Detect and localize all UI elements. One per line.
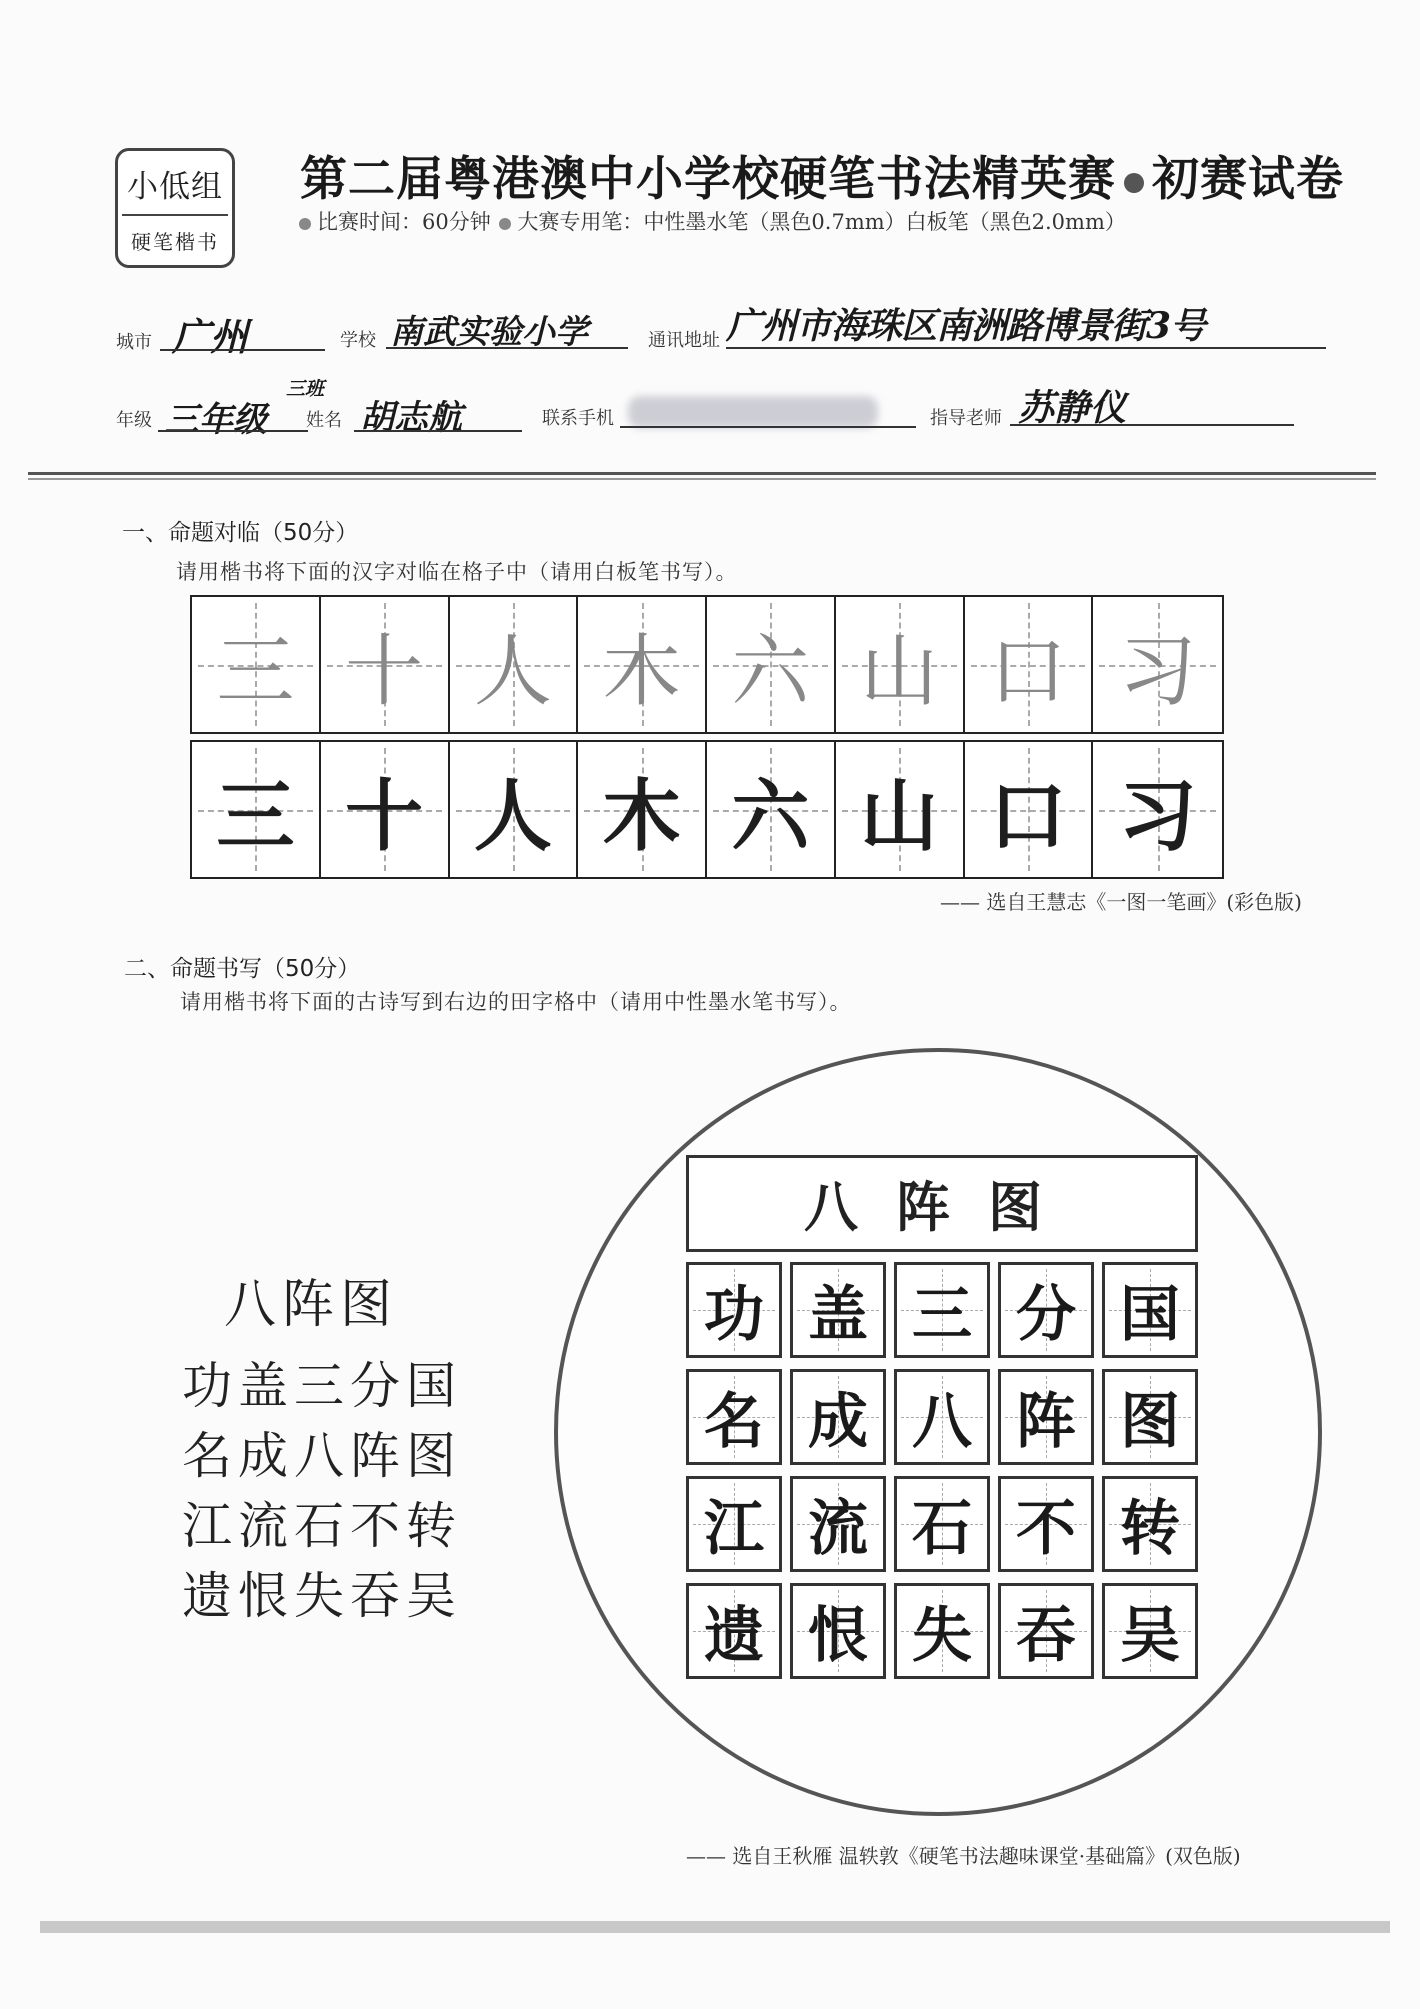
- copy-char: 习: [1118, 770, 1197, 862]
- grid-cell: [686, 1369, 782, 1465]
- grid-cell: [686, 1262, 782, 1358]
- copy-cell: [836, 742, 965, 877]
- title-main: 第二届粤港澳中小学校硬笔书法精英赛: [300, 152, 1116, 207]
- written-char: 转: [1120, 1494, 1180, 1564]
- city-underline: [160, 349, 325, 351]
- written-title: 八阵图: [804, 1175, 1080, 1239]
- written-char: 盖: [808, 1280, 868, 1350]
- header-rule: [28, 472, 1376, 475]
- title-tail: 初赛试卷: [1152, 152, 1344, 207]
- written-char: 图: [1120, 1387, 1180, 1457]
- city-label: 城市: [116, 332, 152, 353]
- address-underline: [726, 347, 1326, 349]
- section1-instruction: 请用楷书将下面的汉字对临在格子中（请用白板笔书写）。: [176, 560, 738, 584]
- model-char: 三: [216, 626, 295, 717]
- grid-cell: [790, 1369, 886, 1465]
- phone-underline: [620, 426, 916, 428]
- model-cell: [836, 597, 965, 732]
- model-cell: [578, 597, 707, 732]
- section2-instruction: 请用楷书将下面的古诗写到右边的田字格中（请用中性墨水笔书写）。: [180, 990, 852, 1014]
- copy-cell: [450, 742, 579, 877]
- grid-cell: [998, 1476, 1094, 1572]
- address-label: 通讯地址: [648, 330, 720, 351]
- city-value: 广州: [172, 314, 249, 359]
- written-char: 八: [912, 1387, 972, 1457]
- model-char: 口: [988, 626, 1067, 717]
- address-value: 广州市海珠区南洲路博景街3号: [726, 305, 1206, 347]
- model-cell: [965, 597, 1094, 732]
- page-title: [300, 142, 1344, 209]
- grid-cell: [1102, 1583, 1198, 1679]
- school-value: 南武实验小学: [390, 312, 588, 351]
- written-char: 三: [912, 1280, 972, 1350]
- written-char: 恨: [808, 1601, 868, 1671]
- teacher-underline: [1010, 424, 1294, 426]
- model-char: 木: [602, 626, 681, 717]
- copy-char: 木: [602, 770, 681, 862]
- written-char: 吞: [1016, 1601, 1076, 1671]
- written-char: 分: [1016, 1280, 1076, 1350]
- model-char: 山: [860, 626, 939, 717]
- model-cell: [450, 597, 579, 732]
- grid-cell: [894, 1583, 990, 1679]
- grade-underline: [158, 430, 308, 432]
- badge-divider: [122, 214, 228, 216]
- section2-citation: —— 选自王秋雁 温轶敦《硬笔书法趣味课堂·基础篇》(双色版): [686, 1844, 1241, 1868]
- poem-line: 功盖三分国: [182, 1357, 462, 1415]
- written-char: 石: [912, 1494, 972, 1564]
- model-cell: [192, 597, 321, 732]
- grid-cell: [686, 1583, 782, 1679]
- model-char: 六: [731, 626, 810, 717]
- grid-cell: [1102, 1262, 1198, 1358]
- written-title-box: [686, 1155, 1198, 1252]
- copy-char: 口: [988, 770, 1067, 862]
- bullet-icon: [499, 218, 511, 230]
- grade-label: 年级: [116, 410, 152, 431]
- section2-heading: 二、命题书写（50分）: [124, 956, 361, 982]
- school-underline: [386, 347, 628, 349]
- grid-cell: [998, 1583, 1094, 1679]
- written-char: 功: [704, 1280, 764, 1350]
- grid-cell: [790, 1262, 886, 1358]
- section1-heading: 一、命题对临（50分）: [122, 520, 359, 546]
- teacher-label: 指导老师: [930, 408, 1002, 429]
- school-label: 学校: [340, 330, 376, 351]
- copy-cell: [321, 742, 450, 877]
- exam-time: 比赛时间：60分钟: [317, 210, 491, 234]
- phone-label: 联系手机: [542, 408, 614, 429]
- header-rule-thin: [28, 478, 1376, 480]
- model-cell: [1093, 597, 1222, 732]
- copy-cell: [192, 742, 321, 877]
- poem-title: 八阵图: [224, 1275, 399, 1335]
- model-grid: [190, 595, 1224, 734]
- group-label: 小低组: [127, 169, 223, 205]
- written-char: 失: [912, 1601, 972, 1671]
- model-char: 十: [345, 626, 424, 717]
- grid-cell: [894, 1369, 990, 1465]
- name-label: 姓名: [306, 410, 342, 431]
- grid-cell: [686, 1476, 782, 1572]
- group-badge: [115, 148, 235, 268]
- written-char: 江: [704, 1494, 764, 1564]
- model-char: 人: [473, 626, 552, 717]
- copy-char: 三: [216, 770, 295, 862]
- poem-line: 江流石不转: [182, 1497, 462, 1555]
- copy-cell: [965, 742, 1094, 877]
- copy-char: 六: [731, 770, 810, 862]
- written-char: 吴: [1120, 1601, 1180, 1671]
- copy-cell: [707, 742, 836, 877]
- model-cell: [321, 597, 450, 732]
- copy-cell: [578, 742, 707, 877]
- model-char: 习: [1118, 626, 1197, 717]
- grid-cell: [1102, 1369, 1198, 1465]
- phone-redacted: [628, 396, 878, 428]
- name-value: 胡志航: [360, 398, 462, 438]
- grid-cell: [998, 1262, 1094, 1358]
- written-char: 遗: [704, 1601, 764, 1671]
- grid-cell: [894, 1262, 990, 1358]
- grade-value: 三年级: [165, 400, 267, 440]
- class-value: 三班: [286, 378, 325, 400]
- title-dot-icon: [1124, 173, 1144, 193]
- category-label: 硬笔楷书: [131, 230, 219, 254]
- copy-grid: [190, 740, 1224, 879]
- model-cell: [707, 597, 836, 732]
- written-char: 阵: [1016, 1387, 1076, 1457]
- written-char: 流: [808, 1494, 868, 1564]
- written-char: 不: [1016, 1494, 1076, 1564]
- section1-citation: —— 选自王慧志《一图一笔画》(彩色版): [940, 890, 1302, 914]
- exam-pen: 大赛专用笔：中性墨水笔（黑色0.7mm）白板笔（黑色2.0mm）: [517, 210, 1126, 234]
- written-char: 成: [808, 1387, 868, 1457]
- grid-cell: [894, 1476, 990, 1572]
- written-char: 国: [1120, 1280, 1180, 1350]
- grid-cell: [1102, 1476, 1198, 1572]
- bullet-icon: [299, 218, 311, 230]
- grid-cell: [790, 1476, 886, 1572]
- grid-cell: [998, 1369, 1094, 1465]
- bottom-bar: [40, 1921, 1390, 1933]
- teacher-value: 苏静仪: [1018, 387, 1127, 429]
- poem-line: 遗恨失吞吴: [182, 1567, 462, 1625]
- copy-cell: [1093, 742, 1222, 877]
- poem-line: 名成八阵图: [182, 1427, 462, 1485]
- written-char: 名: [704, 1387, 764, 1457]
- copy-char: 山: [860, 770, 939, 862]
- copy-char: 十: [345, 770, 424, 862]
- grid-cell: [790, 1583, 886, 1679]
- name-underline: [354, 430, 522, 432]
- exam-info: [297, 206, 1126, 236]
- copy-char: 人: [473, 770, 552, 862]
